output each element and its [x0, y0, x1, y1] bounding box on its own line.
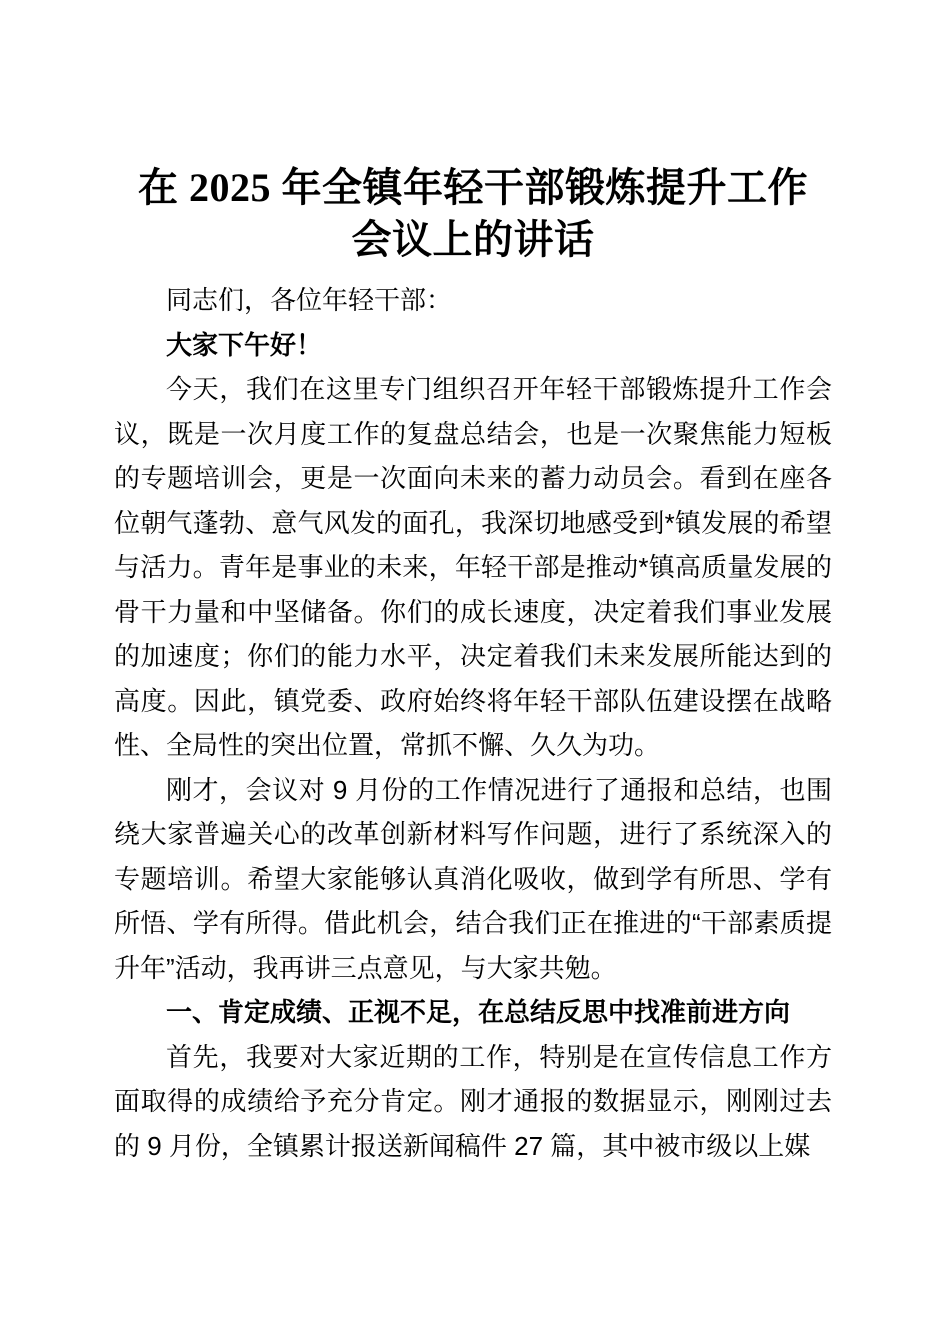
- document-title: [114, 162, 832, 266]
- body-paragraph-achievements: 首先，我要对大家近期的工作，特别是在宣传信息工作方面取得的成绩给予充分肯定。刚才通报的数据显示，刚刚过去的 9 月份，全镇累计报送新闻稿件 27 篇，其中被市级以上媒: [114, 1041, 832, 1161]
- body-paragraph-recap: 刚才，会议对 9 月份的工作情况进行了通报和总结，也围绕大家普遍关心的改革创新材料写作问题，进行了系统深入的专题培训。希望大家能够认真消化吸收，做到学有所思、学有所悟、学有所得。借此机会，结合我们正在推进的“干部素质提升年”活动，我再讲三点意见，与大家共勉。: [114, 774, 832, 983]
- salutation-paragraph: 同志们，各位年轻干部：: [166, 285, 453, 315]
- document-title-line-1: 在 2025 年全镇年轻干部锻炼提升工作: [138, 165, 808, 210]
- greeting-paragraph: 大家下午好！: [166, 329, 323, 360]
- document-title-line-2: 会议上的讲话: [351, 217, 595, 262]
- body-paragraph-opening: 今天，我们在这里专门组织召开年轻干部锻炼提升工作会议，既是一次月度工作的复盘总结会，也是一次聚焦能力短板的专题培训会，更是一次面向未来的蓄力动员会。看到在座各位朝气蓬勃、意气风发的面孔，我深切地感受到*镇发展的希望与活力。青年是事业的未来，年轻干部是推动*镇高质量发展的骨干力量和中坚储备。你们的成长速度，决定着我们事业发展的加速度；你们的能力水平，决定着我们未来发展所能达到的高度。因此，镇党委、政府始终将年轻干部队伍建设摆在战略性、全局性的突出位置，常抓不懈、久久为功。: [114, 374, 832, 760]
- section-heading-1: 一、肯定成绩、正视不足，在总结反思中找准前进方向: [166, 997, 791, 1027]
